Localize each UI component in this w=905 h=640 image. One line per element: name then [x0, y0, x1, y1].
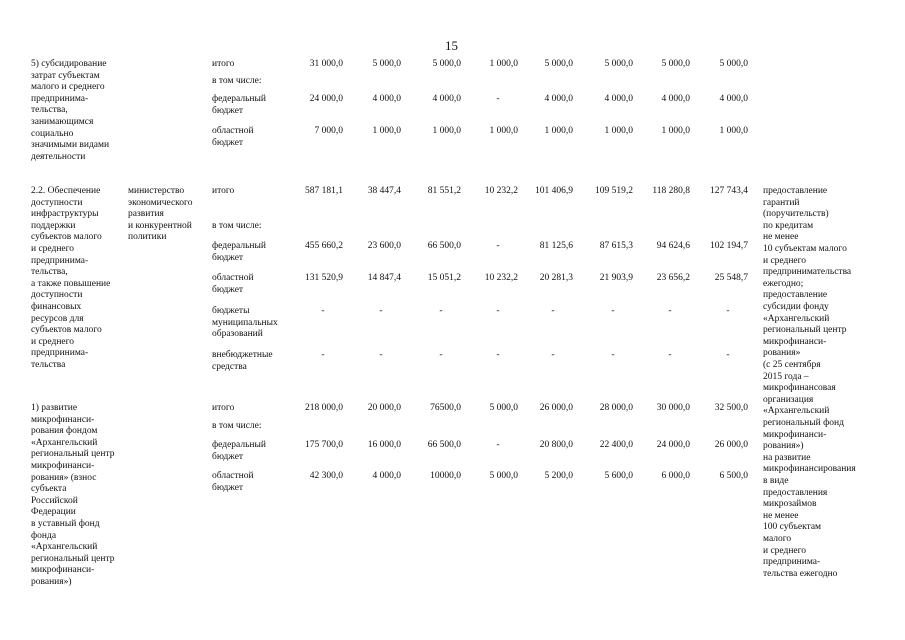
value-cell: -	[496, 440, 500, 450]
value-cell: 14 847,4	[367, 273, 401, 283]
expected-result-line: тельства ежегодно	[763, 568, 838, 579]
row-label: итого	[212, 59, 235, 69]
value-cell: -	[551, 306, 555, 316]
block-title-line: в уставный фонд	[31, 519, 100, 529]
value-cell: 30 000,0	[656, 403, 690, 413]
row-label: бюджет	[212, 105, 244, 116]
expected-result-line: региональный фонд	[763, 418, 844, 428]
value-cell: 28 000,0	[599, 403, 633, 413]
expected-result-line: предоставление	[763, 290, 828, 301]
executor-line: министерство	[128, 186, 185, 196]
value-cell: 1 000,0	[372, 126, 401, 136]
block-title-line: «Архангельский	[31, 542, 98, 553]
expected-result-line: предпринима-	[763, 557, 821, 568]
value-cell: 5 000,0	[489, 471, 518, 481]
value-cell: 20 000,0	[367, 403, 401, 413]
value-cell: 5 000,0	[604, 59, 633, 69]
row-label: бюджет	[212, 284, 244, 295]
row-label: федеральный	[212, 94, 266, 104]
block-title-line: 1) развитие	[31, 403, 78, 413]
value-cell: 66 500,0	[427, 241, 461, 251]
block-title-line: рования»)	[31, 577, 72, 587]
value-cell: 22 400,0	[599, 440, 633, 450]
row-label: средства	[212, 361, 247, 372]
block-title-line: Федерации	[31, 507, 76, 518]
value-cell: 15 051,2	[427, 273, 461, 283]
expected-result-line: «Архангельский	[763, 406, 830, 417]
row-label: бюджеты	[212, 306, 250, 316]
value-cell: 5 000,0	[372, 59, 401, 69]
value-cell: 218 000,0	[305, 403, 343, 413]
block-title-line: и среднего	[31, 244, 75, 254]
expected-result-line: микрофинанси-	[763, 336, 827, 347]
block-title-line: микрофинанси-	[31, 414, 95, 425]
value-cell: 5 000,0	[544, 59, 573, 69]
executor-line: экономического	[128, 197, 193, 208]
value-cell: 25 548,7	[714, 273, 748, 283]
value-cell: 23 656,2	[656, 273, 690, 283]
value-cell: 5 000,0	[489, 403, 518, 413]
value-cell: 5 600,0	[604, 471, 633, 481]
value-cell: 1 000,0	[432, 126, 461, 136]
row-label: в том числе:	[212, 421, 262, 431]
value-cell: 31 000,0	[309, 59, 343, 69]
value-cell: 175 700,0	[305, 440, 343, 450]
page-number: 15	[445, 38, 458, 53]
expected-result-line: микрофинансовая	[763, 383, 836, 394]
expected-result-line: «Архангельский	[763, 313, 830, 324]
value-cell: 5 000,0	[661, 59, 690, 69]
expected-result-line: в виде	[763, 476, 789, 486]
value-cell: 6 500,0	[719, 471, 748, 481]
block-title-line: доступности	[31, 197, 83, 208]
value-cell: -	[611, 350, 615, 360]
block-title-line: предпринима-	[31, 348, 89, 359]
block-title-line: рования» (взнос	[31, 472, 97, 483]
block-title-line: и среднего	[31, 336, 75, 347]
block-title-line: фонда	[31, 530, 57, 541]
row-label: итого	[212, 403, 235, 413]
row-label: бюджет	[212, 482, 244, 493]
expected-result-line: 2015 года –	[763, 371, 809, 382]
expected-result-line: предоставление	[763, 186, 828, 196]
block-title-line: малого и среднего	[31, 82, 105, 93]
expected-result-line: микрозаймов	[763, 499, 817, 510]
value-cell: 131 520,9	[305, 273, 343, 283]
block-title-line: тельства	[31, 360, 66, 370]
expected-result-line: 100 субъектам	[763, 522, 822, 533]
expected-result-line: ежегодно;	[763, 278, 804, 289]
value-cell: 1 000,0	[544, 126, 573, 136]
expected-result-line: рования»)	[763, 441, 804, 452]
block-title-line: предпринима-	[31, 93, 89, 104]
row-label: областной	[212, 126, 254, 136]
value-cell: 87 615,3	[599, 241, 633, 251]
block-title-line: тельства,	[31, 105, 68, 116]
block-title-line: региональный центр	[31, 553, 115, 564]
row-label: муниципальных	[212, 317, 278, 328]
expected-result-line: (поручительств)	[763, 209, 829, 220]
expected-result-line: гарантий	[763, 197, 800, 208]
value-cell: -	[439, 350, 443, 360]
expected-result-line: по кредитам	[763, 220, 814, 231]
block-title-line: деятельности	[31, 151, 86, 162]
expected-result-line: на развитие	[763, 452, 811, 463]
value-cell: -	[496, 306, 500, 316]
value-cell: -	[726, 350, 730, 360]
block-title-line: субъектов малого	[31, 232, 102, 243]
value-cell: 24 000,0	[656, 440, 690, 450]
expected-result-line: (с 25 сентября	[763, 360, 821, 370]
value-cell: -	[379, 350, 383, 360]
block-title-line: «Архангельский	[31, 437, 98, 448]
value-cell: 5 200,0	[544, 471, 573, 481]
value-cell: 587 181,1	[305, 186, 343, 196]
value-cell: 24 000,0	[309, 94, 343, 104]
value-cell: -	[496, 350, 500, 360]
block-title-line: доступности	[31, 290, 83, 301]
value-cell: 32 500,0	[714, 403, 748, 413]
block-title-line: предпринима-	[31, 255, 89, 266]
block-title-line: субъекта	[31, 484, 67, 495]
value-cell: 102 194,7	[710, 241, 748, 251]
value-cell: 4 000,0	[372, 471, 401, 481]
value-cell: 4 000,0	[432, 94, 461, 104]
value-cell: -	[379, 306, 383, 316]
block-title-line: 2.2. Обеспечение	[31, 186, 101, 196]
value-cell: 20 281,3	[539, 273, 573, 283]
executor-line: и конкурентной	[128, 220, 192, 231]
value-cell: 4 000,0	[719, 94, 748, 104]
block-title-line: микрофинанси-	[31, 461, 95, 471]
block-title-line: инфраструктуры	[31, 209, 99, 220]
value-cell: 455 660,2	[305, 241, 343, 251]
block-title-line: социально	[31, 128, 74, 139]
value-cell: 118 280,8	[652, 186, 690, 196]
value-cell: 10000,0	[430, 471, 461, 481]
value-cell: -	[439, 306, 443, 316]
block-title-line: поддержки	[31, 220, 76, 231]
expected-result-line: не менее	[763, 232, 799, 243]
executor-line: развития	[128, 209, 164, 220]
row-label: областной	[212, 273, 254, 283]
value-cell: 127 743,4	[710, 186, 748, 196]
value-cell: -	[496, 94, 500, 104]
expected-result-line: малого	[763, 534, 792, 544]
value-cell: -	[726, 306, 730, 316]
block-title-line: Российской	[31, 495, 78, 506]
block-title-line: а также повышение	[31, 278, 111, 289]
expected-result-line: не менее	[763, 510, 799, 521]
value-cell: -	[496, 241, 500, 251]
executor-line: политики	[128, 232, 167, 243]
value-cell: 23 600,0	[367, 241, 401, 251]
row-label: федеральный	[212, 241, 266, 251]
value-cell: 7 000,0	[314, 126, 343, 136]
value-cell: 4 000,0	[544, 94, 573, 104]
value-cell: 1 000,0	[489, 126, 518, 136]
value-cell: 1 000,0	[719, 126, 748, 136]
expected-result-line: и среднего	[763, 255, 807, 266]
value-cell: -	[321, 350, 325, 360]
row-label: итого	[212, 186, 235, 196]
row-label: внебюджетные	[212, 350, 273, 360]
value-cell: 94 624,6	[656, 241, 690, 251]
expected-result-line: микрофинанси-	[763, 429, 827, 440]
value-cell: 10 232,2	[484, 186, 518, 196]
block-title-line: затрат субъектам	[31, 70, 100, 81]
block-title-line: занимающимся	[31, 117, 94, 127]
block-title-line: субъектов малого	[31, 325, 102, 336]
block-title-line: тельства,	[31, 267, 68, 278]
row-label: областной	[212, 471, 254, 481]
expected-result-line: 10 субъектам малого	[763, 244, 847, 254]
value-cell: 5 000,0	[719, 59, 748, 69]
value-cell: 42 300,0	[309, 471, 343, 481]
expected-result-line: и среднего	[763, 545, 807, 556]
value-cell: 16 000,0	[367, 440, 401, 450]
value-cell: 81 125,6	[539, 241, 573, 251]
value-cell: 10 232,2	[484, 273, 518, 283]
row-label: в том числе:	[212, 76, 262, 86]
value-cell: 5 000,0	[432, 59, 461, 69]
value-cell: -	[668, 350, 672, 360]
value-cell: 4 000,0	[661, 94, 690, 104]
value-cell: -	[611, 306, 615, 316]
expected-result-line: рования»	[763, 348, 801, 359]
row-label: федеральный	[212, 440, 266, 450]
value-cell: 1 000,0	[489, 59, 518, 69]
block-title-line: значимыми видами	[31, 140, 110, 151]
value-cell: 26 000,0	[714, 440, 748, 450]
row-label: в том числе:	[212, 221, 262, 231]
block-title-line: 5) субсидирование	[31, 59, 107, 69]
value-cell: 38 447,4	[367, 186, 401, 196]
value-cell: 26 000,0	[539, 403, 573, 413]
expected-result-line: субсидии фонду	[763, 302, 829, 312]
value-cell: -	[668, 306, 672, 316]
value-cell: 66 500,0	[427, 440, 461, 450]
block-title-line: микрофинанси-	[31, 565, 95, 576]
block-title-line: рования фондом	[31, 426, 98, 437]
value-cell: 1 000,0	[604, 126, 633, 136]
expected-result-line: организация	[763, 394, 814, 405]
row-label: бюджет	[212, 451, 244, 462]
value-cell: 76500,0	[430, 403, 461, 413]
block-title-line: финансовых	[31, 302, 82, 312]
value-cell: -	[321, 306, 325, 316]
row-label: образований	[212, 329, 263, 340]
value-cell: 1 000,0	[661, 126, 690, 136]
value-cell: 20 800,0	[539, 440, 573, 450]
value-cell: 21 903,9	[599, 273, 633, 283]
value-cell: 6 000,0	[661, 471, 690, 481]
expected-result-line: региональный центр	[763, 325, 847, 336]
value-cell: -	[551, 350, 555, 360]
block-title-line: региональный центр	[31, 449, 115, 460]
expected-result-line: предоставления	[763, 487, 828, 498]
expected-result-line: микрофинансирования	[763, 464, 856, 475]
block-title-line: ресурсов для	[31, 313, 84, 324]
value-cell: 4 000,0	[604, 94, 633, 104]
value-cell: 101 406,9	[535, 186, 573, 196]
expected-result-line: предпринимательства	[763, 267, 852, 278]
value-cell: 109 519,2	[595, 186, 633, 196]
value-cell: 81 551,2	[427, 186, 461, 196]
row-label: бюджет	[212, 252, 244, 263]
value-cell: 4 000,0	[372, 94, 401, 104]
row-label: бюджет	[212, 137, 244, 148]
